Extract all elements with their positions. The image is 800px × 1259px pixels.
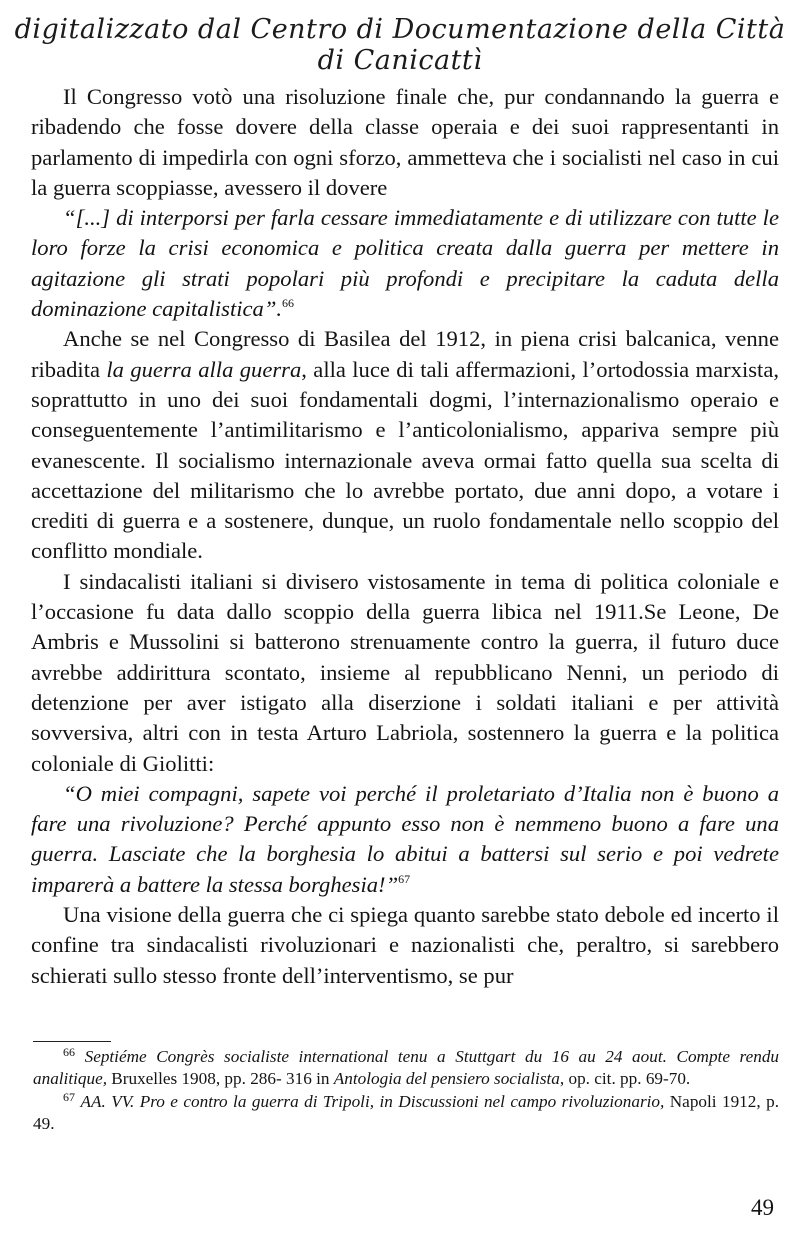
footnote-title: Antologia del pensiero socialista [333,1069,560,1089]
footnote-divider [33,1041,111,1042]
paragraph-italian-syndicalists: I sindacalisti italiani si divisero vistosamente in tema di politica coloniale e l’occasione fu data dallo scoppio della guerra libica nel 1911.Se Leone, De Ambris e Mussolini si batterono strenuamente contro la guerra, il futuro duce avrebbe addirittura scontato, insieme al repubblicano Nenni, un periodo di detenzione per aver istigato alla diserzione i soldati italiani e per attività sovversiva, altri con in testa Arturo Labriola, sostennero la guerra e la politica coloniale di Giolitti: [31,568,779,776]
page-number: 49 [751,1195,774,1220]
footnote-ref-66: 66 [282,296,295,311]
footnote-66 [33,1046,779,1091]
footnote-text: Napoli 1912, p. 49. [33,1091,780,1133]
footnote-number: 67 [63,1089,75,1104]
footnote-67 [33,1091,779,1136]
footnote-text: Bruxelles 1908, pp. 286- 316 in [107,1069,334,1089]
quote-labriola [31,779,779,900]
footnote-title: AA. VV. Pro e contro la guerra di Tripoli, in Discussioni nel campo rivoluzionario, [80,1091,665,1111]
footnote-title: Septiéme Congrès socialiste international tenu a Stuttgart du 16 au 24 aout. Compte rendu analitique, [33,1047,780,1089]
paragraph-congress-resolution: Il Congresso votò una risoluzione finale che, pur condannando la guerra e ribadendo che fosse dovere della classe operaia e dei suoi rappresentanti in parlamento di impedirla con ogni sforzo, ammetteva che i socialisti nel caso in cui la guerra scoppiasse, avessero il dovere [31,84,779,200]
footnote-ref-67: 67 [398,871,411,886]
footnote-text: , op. cit. pp. 69-70. [559,1069,691,1089]
quote-stuttgart [31,203,779,324]
digitization-watermark: digitalizzato dal Centro di Documentazione della Città di Canicattì [14,14,786,76]
paragraph-basel-text-a: Anche se nel Congresso di Basilea del 1912, in piena crisi balcanica, venne ribadita [31,326,779,382]
paragraph-basel-emphasis: la guerra alla guerra [106,356,302,382]
footnote-number: 66 [63,1045,75,1059]
paragraph-war-vision: Una visione della guerra che ci spiega quanto sarebbe stato debole ed incerto il confine tra sindacalisti rivoluzionari e nazionalisti che, peraltro, si sarebbero schierati sullo stesso fronte dell’interventismo, se pur [31,902,779,988]
quote-labriola-text: “O miei compagni, sapete voi perché il proletariato d’Italia non è buono a fare una rivoluzione? Perché appunto esso non è nemmeno buono a fare una guerra. Lasciate che la borghesia lo abitui a battersi sul serio e poi vedrete imparerà a battere la stessa borghesia!” [31,780,779,897]
quote-stuttgart-text: “[...] di interporsi per farla cessare immediatamente e di utilizzare con tutte le loro forze la crisi economica e politica creata dalla guerra per mettere in agitazione gli strati popolari più profondi e precipitare la caduta della dominazione capitalistica”. [31,205,779,322]
main-text [31,82,779,991]
paragraph-basel-text-b: , alla luce di tali affermazioni, l’ortodossia marxista, soprattutto in uno dei suoi fondamentali dogmi, l’internazionalismo operaio e conseguentemente l’antimilitarismo e l’anticolonialismo, appariva sempre più evanescente. Il socialismo internazionale aveva ormai fatto quella sua scelta di accettazione del militarismo che lo avrebbe portato, due anni dopo, a votare i crediti di guerra e a sostenere, dunque, un ruolo fondamentale nello scoppio del conflitto mondiale. [31,356,780,564]
footnotes [33,1046,779,1135]
paragraph-basel-congress [31,324,779,566]
